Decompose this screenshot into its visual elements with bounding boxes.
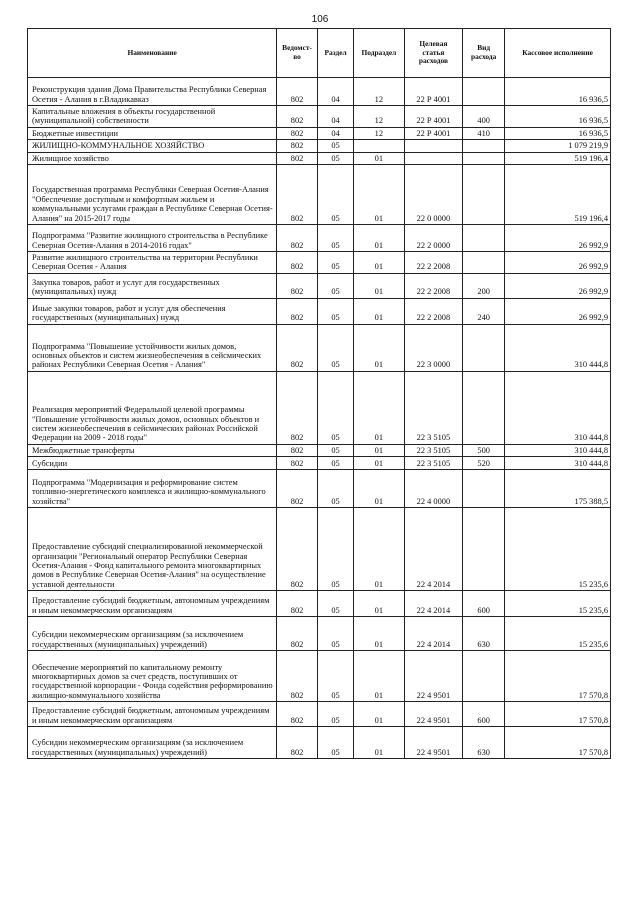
row-amount: 310 444,8	[505, 371, 611, 444]
row-section: 05	[317, 252, 353, 274]
row-name: Субсидии	[28, 457, 277, 470]
row-ministry: 802	[277, 470, 318, 508]
row-amount: 15 235,6	[505, 617, 611, 651]
row-section: 05	[317, 152, 353, 164]
row-target: 22 4 2014	[404, 617, 463, 651]
row-amount: 310 444,8	[505, 324, 611, 371]
row-expense-type	[463, 165, 505, 225]
row-section: 05	[317, 470, 353, 508]
row-section: 05	[317, 457, 353, 470]
row-amount: 17 570,8	[505, 702, 611, 727]
row-expense-type	[463, 152, 505, 164]
table-row	[28, 273, 611, 298]
row-expense-type	[463, 252, 505, 274]
row-amount: 1 079 219,9	[505, 140, 611, 152]
row-name: Жилищное хозяйство	[28, 152, 277, 164]
row-amount: 16 936,5	[505, 78, 611, 106]
row-target: 22 2 2008	[404, 273, 463, 298]
table-row	[28, 444, 611, 456]
row-section: 04	[317, 106, 353, 128]
row-target: 22 Р 4001	[404, 127, 463, 139]
row-name: Предоставление субсидий бюджетным, автономным учреждениям и иным некоммерческим организациям	[28, 591, 277, 617]
row-amount: 519 196,4	[505, 165, 611, 225]
row-expense-type: 200	[463, 273, 505, 298]
row-ministry: 802	[277, 591, 318, 617]
header-target: Целевая статья расходов	[404, 29, 463, 78]
row-subsection: 01	[354, 371, 404, 444]
row-target: 22 3 0000	[404, 324, 463, 371]
row-section: 05	[317, 298, 353, 324]
row-name: Иные закупки товаров, работ и услуг для обеспечения государственных (муниципальных) нужд	[28, 298, 277, 324]
row-subsection: 01	[354, 591, 404, 617]
row-amount: 16 936,5	[505, 106, 611, 128]
row-section: 05	[317, 702, 353, 727]
row-subsection: 01	[354, 508, 404, 591]
row-expense-type	[463, 140, 505, 152]
row-target: 22 3 5105	[404, 457, 463, 470]
row-ministry: 802	[277, 78, 318, 106]
row-subsection: 01	[354, 457, 404, 470]
row-target: 22 0 0000	[404, 165, 463, 225]
table-row	[28, 252, 611, 274]
row-name: Предоставление субсидий бюджетным, автономным учреждениям и иным некоммерческим организациям	[28, 702, 277, 727]
row-ministry: 802	[277, 106, 318, 128]
row-amount: 15 235,6	[505, 508, 611, 591]
row-name: Реконструкция здания Дома Правительства Республики Северная Осетия - Алания в г.Владикавказ	[28, 78, 277, 106]
row-amount: 17 570,8	[505, 727, 611, 759]
header-name: Наименование	[28, 29, 277, 78]
row-section: 05	[317, 617, 353, 651]
row-ministry: 802	[277, 371, 318, 444]
row-expense-type: 630	[463, 727, 505, 759]
row-ministry: 802	[277, 152, 318, 164]
row-amount: 310 444,8	[505, 444, 611, 456]
row-target: 22 4 9501	[404, 727, 463, 759]
row-expense-type	[463, 225, 505, 252]
row-expense-type: 600	[463, 591, 505, 617]
row-expense-type	[463, 324, 505, 371]
row-name: Субсидии некоммерческим организациям (за исключением государственных (муниципальных) учреждений)	[28, 617, 277, 651]
row-expense-type	[463, 78, 505, 106]
row-target: 22 4 2014	[404, 508, 463, 591]
row-subsection: 12	[354, 106, 404, 128]
table-row	[28, 225, 611, 252]
row-expense-type: 410	[463, 127, 505, 139]
row-subsection: 01	[354, 152, 404, 164]
row-section: 05	[317, 651, 353, 702]
row-name: Подпрограмма "Развитие жилищного строительства в Республике Северная Осетия-Алания в 2014-2016 годах"	[28, 225, 277, 252]
row-target: 22 Р 4001	[404, 78, 463, 106]
row-ministry: 802	[277, 165, 318, 225]
table-row	[28, 140, 611, 152]
row-ministry: 802	[277, 444, 318, 456]
row-amount: 26 992,9	[505, 298, 611, 324]
row-name: Бюджетные инвестиции	[28, 127, 277, 139]
table-row	[28, 591, 611, 617]
row-ministry: 802	[277, 727, 318, 759]
header-ministry: Ведомст-во	[277, 29, 318, 78]
row-subsection: 01	[354, 324, 404, 371]
row-subsection: 01	[354, 727, 404, 759]
row-target	[404, 140, 463, 152]
table-row	[28, 298, 611, 324]
row-section: 05	[317, 508, 353, 591]
row-target: 22 4 0000	[404, 470, 463, 508]
header-amount: Кассовое исполнение	[505, 29, 611, 78]
row-ministry: 802	[277, 127, 318, 139]
table-row	[28, 727, 611, 759]
row-expense-type	[463, 371, 505, 444]
row-amount: 26 992,9	[505, 252, 611, 274]
table-row	[28, 371, 611, 444]
header-row	[28, 29, 611, 78]
row-section: 04	[317, 78, 353, 106]
row-expense-type	[463, 508, 505, 591]
row-expense-type	[463, 651, 505, 702]
row-target: 22 2 2008	[404, 298, 463, 324]
row-ministry: 802	[277, 457, 318, 470]
row-ministry: 802	[277, 508, 318, 591]
row-subsection: 01	[354, 444, 404, 456]
row-subsection: 01	[354, 651, 404, 702]
row-target: 22 2 2008	[404, 252, 463, 274]
row-ministry: 802	[277, 617, 318, 651]
row-expense-type: 240	[463, 298, 505, 324]
table-row	[28, 78, 611, 106]
row-name: Межбюджетные трансферты	[28, 444, 277, 456]
row-subsection: 12	[354, 127, 404, 139]
row-amount: 15 235,6	[505, 591, 611, 617]
row-target: 22 2 0000	[404, 225, 463, 252]
row-subsection: 01	[354, 617, 404, 651]
row-section: 05	[317, 371, 353, 444]
row-ministry: 802	[277, 273, 318, 298]
row-name: Закупка товаров, работ и услуг для государственных (муниципальных) нужд	[28, 273, 277, 298]
row-name: Подпрограмма "Модернизация и реформирование систем топливно-энергетического комплекса и жилищно-коммунального хозяйства"	[28, 470, 277, 508]
header-subsection: Подраздел	[354, 29, 404, 78]
row-subsection	[354, 140, 404, 152]
row-target	[404, 152, 463, 164]
table-row	[28, 457, 611, 470]
page-number: 106	[311, 14, 329, 25]
row-subsection: 01	[354, 225, 404, 252]
row-name: Реализация мероприятий Федеральной целевой программы "Повышение устойчивости жилых домов, основных объектов и систем жизнеобеспечения в сейсмических районах Российской Федерации на 2009 - 2018 годы"	[28, 371, 277, 444]
row-target: 22 4 9501	[404, 702, 463, 727]
row-name: Субсидии некоммерческим организациям (за исключением государственных (муниципальных) учреждений)	[28, 727, 277, 759]
row-amount: 310 444,8	[505, 457, 611, 470]
row-ministry: 802	[277, 298, 318, 324]
table-row	[28, 508, 611, 591]
table-row	[28, 651, 611, 702]
table-row	[28, 106, 611, 128]
row-amount: 17 570,8	[505, 651, 611, 702]
row-amount: 175 388,5	[505, 470, 611, 508]
header-expense-type: Вид расхода	[463, 29, 505, 78]
row-name: Предоставление субсидий специализированной некоммерческой организации "Региональный оператор Республики Северная Осетия-Алания - Фонд капитального ремонта многоквартирных домов в Республике Северная Осетия-Алания" на осуществление уставной деятельности	[28, 508, 277, 591]
table-row	[28, 324, 611, 371]
row-target: 22 Р 4001	[404, 106, 463, 128]
table-row	[28, 165, 611, 225]
row-subsection: 01	[354, 165, 404, 225]
row-section: 05	[317, 225, 353, 252]
row-amount: 16 936,5	[505, 127, 611, 139]
row-name: Государственная программа Республики Северная Осетия-Алания "Обеспечение доступным и комфортным жильем и коммунальными услугами граждан в Республике Северная Осетия-Алания" на 2015-2017 годы	[28, 165, 277, 225]
row-subsection: 01	[354, 470, 404, 508]
row-expense-type: 400	[463, 106, 505, 128]
row-target: 22 3 5105	[404, 444, 463, 456]
table-row	[28, 617, 611, 651]
row-subsection: 01	[354, 252, 404, 274]
row-section: 05	[317, 165, 353, 225]
row-section: 05	[317, 727, 353, 759]
table-row	[28, 127, 611, 139]
row-subsection: 12	[354, 78, 404, 106]
row-name: Капитальные вложения в объекты государственной (муниципальной) собственности	[28, 106, 277, 128]
row-subsection: 01	[354, 298, 404, 324]
row-target: 22 4 2014	[404, 591, 463, 617]
row-amount: 519 196,4	[505, 152, 611, 164]
row-amount: 26 992,9	[505, 273, 611, 298]
row-section: 05	[317, 324, 353, 371]
row-expense-type: 500	[463, 444, 505, 456]
row-expense-type: 520	[463, 457, 505, 470]
row-section: 05	[317, 140, 353, 152]
row-section: 05	[317, 273, 353, 298]
row-name: Обеспечение мероприятий по капитальному ремонту многоквартирных домов за счет средств, поступивших от государственной корпорации - Фонда содействия реформированию жилищно-коммунального хозяйства	[28, 651, 277, 702]
table-row	[28, 702, 611, 727]
row-ministry: 802	[277, 702, 318, 727]
row-section: 05	[317, 591, 353, 617]
row-ministry: 802	[277, 651, 318, 702]
row-expense-type	[463, 470, 505, 508]
row-ministry: 802	[277, 252, 318, 274]
row-name: ЖИЛИЩНО-КОММУНАЛЬНОЕ ХОЗЯЙСТВО	[28, 140, 277, 152]
header-section: Раздел	[317, 29, 353, 78]
row-section: 05	[317, 444, 353, 456]
row-ministry: 802	[277, 324, 318, 371]
row-target: 22 4 9501	[404, 651, 463, 702]
row-ministry: 802	[277, 225, 318, 252]
row-expense-type: 630	[463, 617, 505, 651]
row-target: 22 3 5105	[404, 371, 463, 444]
row-name: Развитие жилищного строительства на территории Республики Северная Осетия - Алания	[28, 252, 277, 274]
row-expense-type: 600	[463, 702, 505, 727]
row-section: 04	[317, 127, 353, 139]
table-row	[28, 470, 611, 508]
table-row	[28, 152, 611, 164]
row-amount: 26 992,9	[505, 225, 611, 252]
budget-table	[27, 28, 611, 759]
row-ministry: 802	[277, 140, 318, 152]
row-subsection: 01	[354, 702, 404, 727]
row-name: Подпрограмма "Повышение устойчивости жилых домов, основных объектов и систем жизнеобеспечения в сейсмических районах Республики Северная Осетия - Алания"	[28, 324, 277, 371]
row-subsection: 01	[354, 273, 404, 298]
